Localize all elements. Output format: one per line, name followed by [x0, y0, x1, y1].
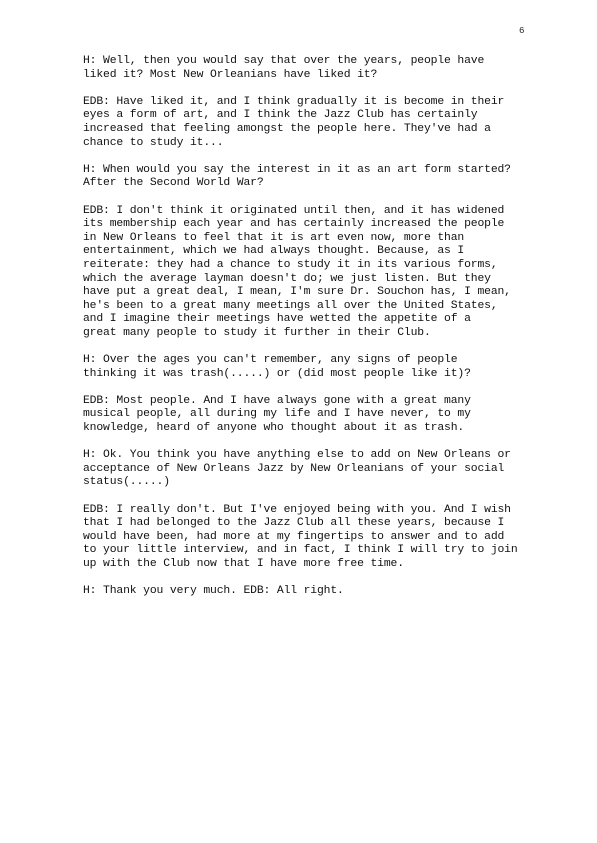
interview-transcript — [83, 55, 558, 612]
transcript-paragraph: H: Over the ages you can't remember, any signs of people thinking it was trash(.....) or (did most people like it)? — [83, 354, 471, 380]
page-number: 6 — [519, 26, 525, 36]
transcript-paragraph: H: Well, then you would say that over the years, people have liked it? Most New Orleanians have liked it? — [83, 55, 485, 81]
transcript-paragraph: H: Thank you very much. EDB: All right. — [83, 585, 344, 598]
transcript-paragraph: EDB: Have liked it, and I think gradually it is become in their eyes a form of art, and I think the Jazz Club has certainly increased that feeling amongst the people here. They've had a chance to study it... — [83, 95, 505, 149]
transcript-paragraph: H: When would you say the interest in it as an art form started? After the Second World War? — [83, 163, 511, 190]
transcript-paragraph: EDB: I don't think it originated until then, and it has widened its membership each year and has certainly increased the people in New Orleans to feel that it is art even now, more than entertainment, which we had always thought. Because, as I reiterate: they had a chance to study it in its various forms, which the average layman doesn't do; we just listen. But they have put a great deal, I mean, I'm sure Dr. Souchon has, I mean, he's been to a great many meetings all over the United States, and I imagine their meetings have wetted the appetite of a great many people to study it further in their Club. — [83, 204, 511, 339]
transcript-paragraph: EDB: Most people. And I have always gone with a great many musical people, all during my life and I have never, to my knowledge, heard of anyone who thought about it as trash. — [83, 394, 471, 435]
transcript-paragraph: H: Ok. You think you have anything else to add on New Orleans or acceptance of New Orleans Jazz by New Orleanians of your social status(.....) — [83, 449, 511, 489]
transcript-paragraph: EDB: I really don't. But I've enjoyed being with you. And I wish that I had belonged to the Jazz Club all these years, because I would have been, had more at my fingertips to answer and to add to your little interview, and in fact, I think I will try to join up with the Club now that I have more free time. — [83, 503, 518, 570]
